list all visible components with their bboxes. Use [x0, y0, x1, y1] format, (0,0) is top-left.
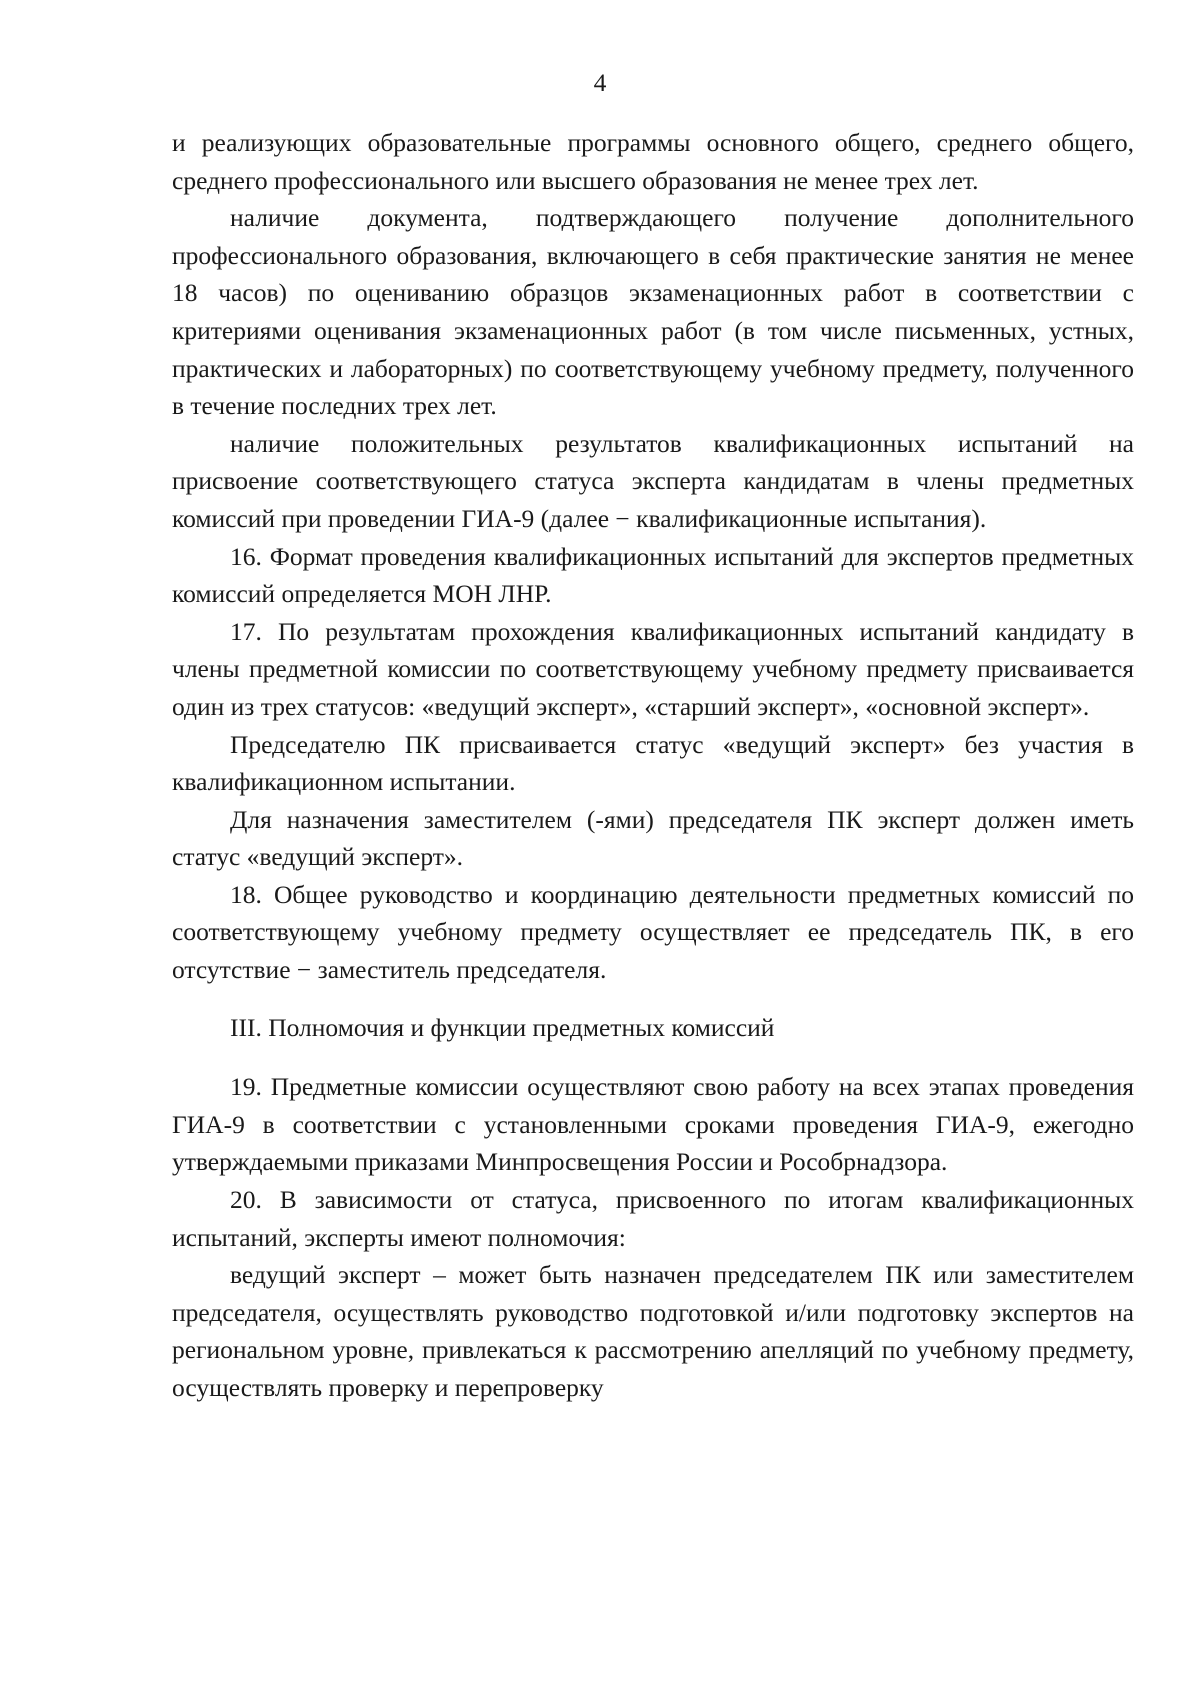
paragraph-item-16: 16. Формат проведения квалификационных испытаний для экспертов предметных комиссий определяется МОН ЛНР.: [172, 541, 1134, 609]
paragraph-deputy-status: Для назначения заместителем (-ями) председателя ПК эксперт должен иметь статус «ведущий эксперт».: [172, 804, 1134, 872]
paragraph-chairman-status: Председателю ПК присваивается статус «ведущий эксперт» без участия в квалификационном испытании.: [172, 729, 1134, 797]
paragraph-item-20: 20. В зависимости от статуса, присвоенного по итогам квалификационных испытаний, эксперты имеют полномочия:: [172, 1185, 1134, 1252]
paragraph-continuation: и реализующих образовательные программы основного общего, среднего общего, среднего профессионального или высшего образования не менее трех лет.: [172, 128, 1134, 195]
paragraph-lead-expert: ведущий эксперт – может быть назначен председателем ПК или заместителем председателя, осуществлять руководство подготовкой и/или подготовку экспертов на региональном уровне, привлекаться к рассмотрению апелляций по учебному предмету, осуществлять проверку и перепроверку: [172, 1260, 1134, 1402]
section-heading: III. Полномочия и функции предметных комиссий: [230, 1012, 775, 1042]
paragraph-document-requirement: наличие документа, подтверждающего получение дополнительного профессионального образования, включающего в себя практические занятия не менее 18 часов) по оцениванию образцов экзаменационных работ в соответствии с критериями оценивания экзаменационных работ (в том числе письменных, устных, практических и лабораторных) по соответствующему учебному предмету, полученного в течение последних трех лет.: [172, 203, 1134, 421]
paragraph-item-19: 19. Предметные комиссии осуществляют свою работу на всех этапах проведения ГИА-9 в соответствии с установленными сроками проведения ГИА-9, ежегодно утверждаемыми приказами Минпросвещения России и Рособрнадзора.: [172, 1072, 1134, 1177]
document-body: [172, 124, 1134, 1407]
paragraph-item-18: 18. Общее руководство и координацию деятельности предметных комиссий по соответствующему учебному предмету осуществляет ее председатель ПК, в его отсутствие − заместитель председателя.: [172, 879, 1134, 985]
paragraph-qualification-results: наличие положительных результатов квалификационных испытаний на присвоение соответствующего статуса эксперта кандидатам в члены предметных комиссий при проведении ГИА-9 (далее − квалификационные испытания).: [172, 428, 1134, 533]
paragraph-item-17: 17. По результатам прохождения квалификационных испытаний кандидату в члены предметной комиссии по соответствующему учебному предмету присваивается один из трех статусов: «ведущий эксперт», «старший эксперт», «основной эксперт».: [172, 616, 1134, 721]
page-number: 4: [593, 68, 607, 97]
